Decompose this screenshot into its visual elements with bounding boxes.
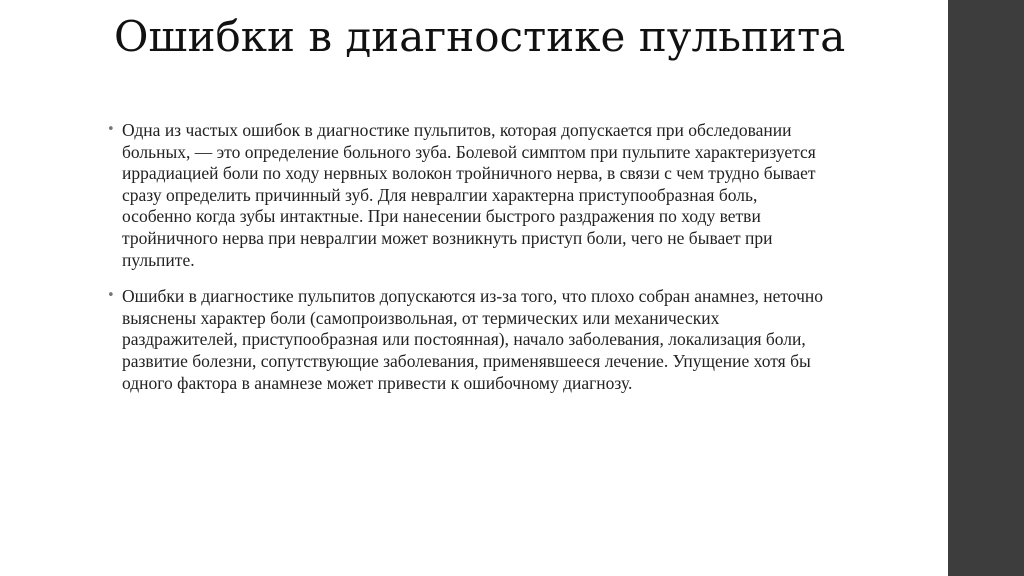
bullet-text: Одна из частых ошибок в диагностике пульпитов, которая допускается при обследовании больных, — это определение больного зуба. Болевой симптом при пульпите характеризуется иррадиацией боли по ходу нервных волокон тройничного нерва, в связи с чем трудно бывает сразу определить причинный зуб. Для невралгии характерна приступообразная боль, особенно когда зубы интактные. При нанесении быстрого раздражения по ходу ветви тройничного нерва при невралгии может возникнуть приступ боли, чего не бывает при пульпите.: [122, 120, 816, 270]
bullet-item: [104, 120, 824, 271]
slide-title: Ошибки в диагностике пульпита: [114, 12, 846, 61]
bullet-item: [104, 286, 824, 394]
bullet-dot-icon: •: [107, 288, 115, 304]
side-bar: [948, 0, 1024, 576]
bullet-text: Ошибки в диагностике пульпитов допускаются из-за того, что плохо собран анамнез, неточно выяснены характер боли (самопроизвольная, от термических или механических раздражителей, приступообразная или постоянная), начало заболевания, локализация боли, развитие болезни, сопутствующие заболевания, применявшееся лечение. Упущение хотя бы одного фактора в анамнезе может привести к ошибочному диагнозу.: [122, 286, 824, 393]
bullet-list: [104, 120, 824, 409]
bullet-dot-icon: •: [107, 122, 115, 137]
